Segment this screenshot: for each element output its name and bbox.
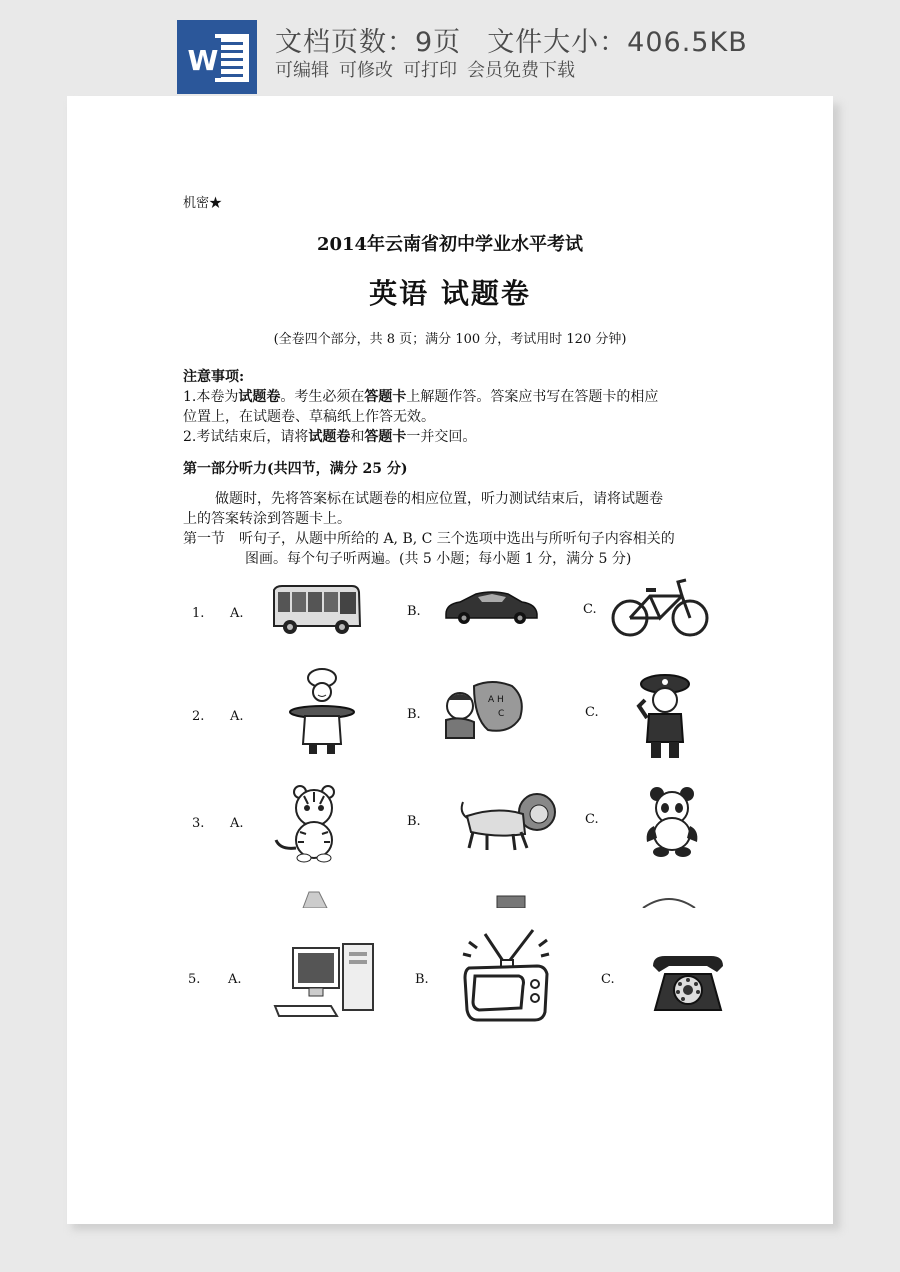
question-number: 5. (188, 972, 201, 987)
svg-text:W: W (187, 44, 219, 77)
notice-1-continued: 位置上，在试题卷、草稿纸上作答无效。 (183, 409, 435, 425)
television-picture (461, 928, 551, 1024)
document-page (67, 96, 833, 1224)
lion-picture (457, 790, 563, 854)
feature-modifiable: 可修改 (339, 60, 393, 81)
svg-text:C: C (498, 709, 505, 719)
option-a-label: A. (228, 972, 242, 987)
option-c-label: C. (583, 602, 597, 617)
exam-subtitle: 英语 试题卷 (369, 277, 531, 310)
exam-info: (全卷四个部分，共 8 页；满分 100 分，考试用时 120 分钟) (273, 332, 627, 347)
feature-member-download: 会员免费下载 (467, 60, 575, 81)
exam-title: 2014年云南省初中学业水平考试 (316, 234, 584, 255)
partial-picture-c (641, 894, 697, 908)
option-a-label: A. (230, 709, 244, 724)
notice-heading: 注意事项: (183, 369, 245, 385)
notice-2: 2.考试结束后，请将试题卷和答题卡一并交回。 (183, 429, 477, 445)
partial-picture-b (491, 892, 531, 908)
option-b-label: B. (407, 604, 421, 619)
option-c-label: C. (585, 705, 599, 720)
panda-picture (641, 786, 703, 858)
feature-printable: 可打印 (403, 60, 457, 81)
option-c-label: C. (601, 972, 615, 987)
file-meta (275, 20, 748, 59)
bicycle-picture (610, 576, 710, 638)
file-size: 文件大小：406.5KB (487, 27, 748, 58)
question-number: 2. (192, 709, 205, 724)
document-info-header (0, 0, 900, 96)
student-picture (440, 678, 526, 740)
option-b-label: B. (407, 814, 421, 829)
option-b-label: B. (415, 972, 429, 987)
policeman-picture (635, 672, 695, 762)
question-number: 1. (192, 606, 205, 621)
word-document-icon (177, 20, 257, 94)
option-a-label: A. (230, 816, 244, 831)
part1-instruction-2: 上的答案转涂到答题卡上。 (183, 511, 351, 527)
bus-picture (270, 584, 362, 636)
svg-text:A H: A H (488, 695, 504, 705)
section1-instruction-1: 第一节 听句子，从题中所给的 A, B, C 三个选项中选出与所听句子内容相关的 (183, 531, 675, 547)
feature-editable: 可编辑 (275, 60, 329, 81)
cook-picture (287, 668, 357, 760)
section1-instruction-2: 图画。每个句子听两遍。(共 5 小题；每小题 1 分，满分 5 分) (245, 551, 632, 567)
computer-picture (273, 940, 379, 1022)
notice-1: 1.本卷为试题卷。考生必须在答题卡上解题作答。答案应书写在答题卡的相应 (183, 389, 659, 405)
option-b-label: B. (407, 707, 421, 722)
car-picture (442, 588, 540, 626)
part1-instruction-1: 做题时，先将答案标在试题卷的相应位置，听力测试结束后，请将试题卷 (215, 491, 663, 507)
part1-heading: 第一部分听力(共四节，满分 25 分) (183, 461, 408, 477)
option-a-label: A. (230, 606, 244, 621)
option-c-label: C. (585, 812, 599, 827)
confidential-mark: 机密★ (183, 196, 223, 211)
partial-picture-a (295, 890, 335, 908)
page-count: 文档页数：9页 (275, 27, 462, 58)
telephone-picture (649, 954, 727, 1016)
feature-list (275, 56, 585, 82)
tiger-picture (272, 784, 356, 864)
question-number: 3. (192, 816, 205, 831)
